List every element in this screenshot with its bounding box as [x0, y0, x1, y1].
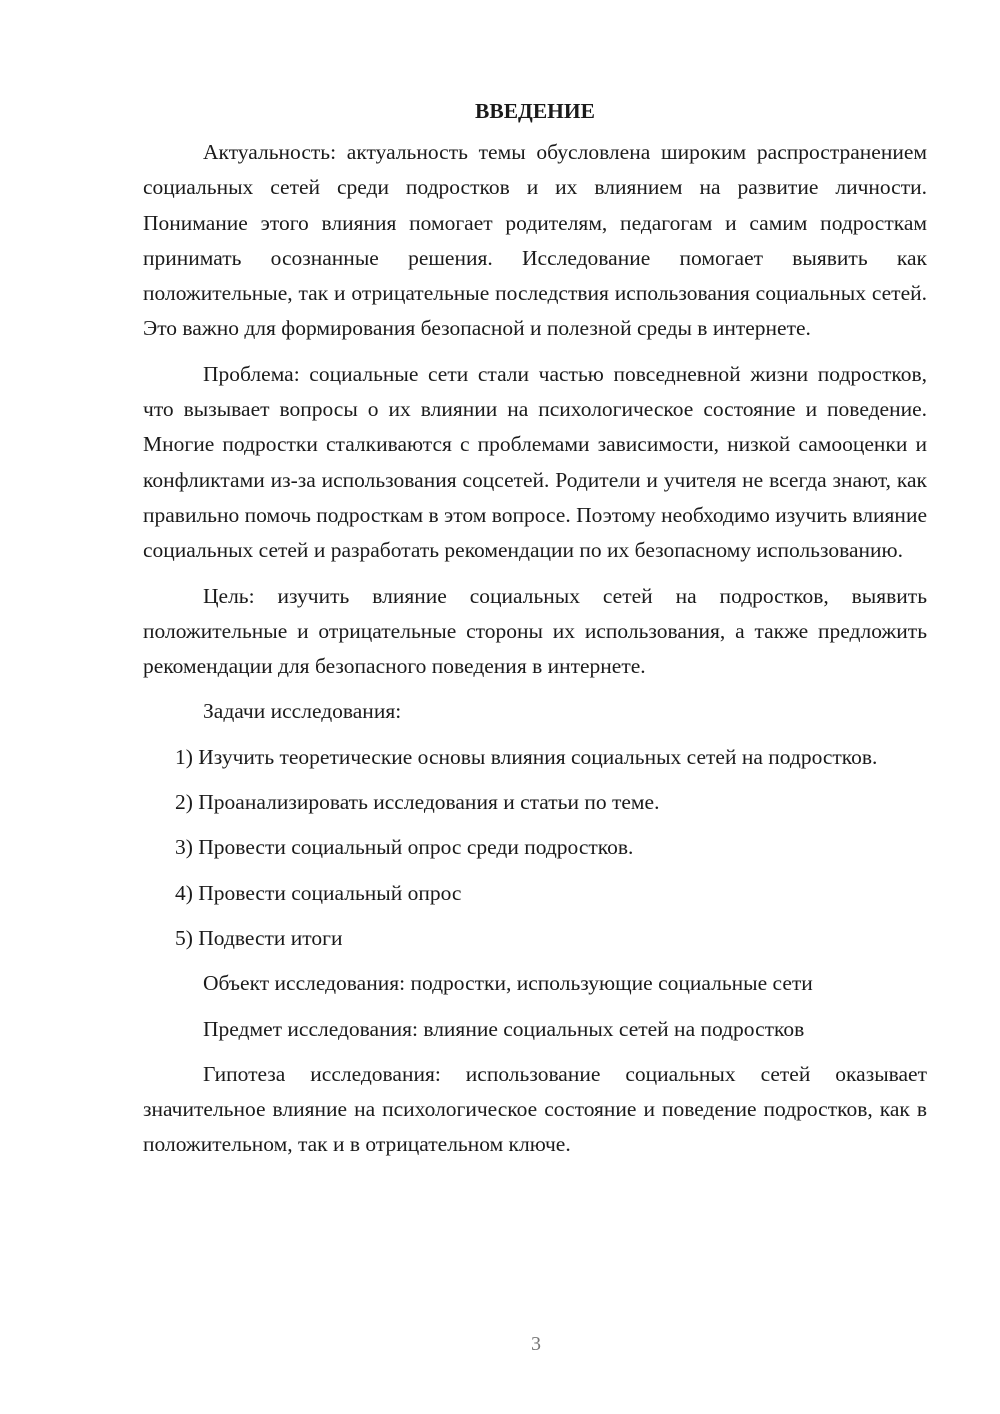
task-item-4: 4) Провести социальный опрос: [175, 880, 462, 905]
task-item-1: 1) Изучить теоретические основы влияния социальных сетей на подростков.: [175, 744, 878, 769]
subject-paragraph: Предмет исследования: влияние социальных сетей на подростков: [203, 1016, 805, 1041]
relevance-paragraph: Актуальность: актуальность темы обусловлена широким распространением социальных сетей среди подростков и их влиянием на развитие личности. Понимание этого влияния помогает родителям, педагогам и самим подросткам принимать осознанные решения. Исследование помогает выявить как положительные, так и отрицательные последствия использования социальных сетей. Это важно для формирования безопасной и полезной среды в интернете.: [143, 140, 927, 341]
page-number: 3: [531, 1333, 541, 1355]
page-content: [143, 94, 927, 1173]
goal-paragraph: Цель: изучить влияние социальных сетей на подростков, выявить положительные и отрицательные стороны их использования, а также предложить рекомендации для безопасного поведения в интернете.: [143, 583, 927, 679]
hypothesis-paragraph: Гипотеза исследования: использование социальных сетей оказывает значительное влияние на психологическое состояние и поведение подростков, как в положительном, так и в отрицательном ключе.: [143, 1061, 927, 1157]
task-item-5: 5) Подвести итоги: [175, 925, 343, 950]
task-item-2: 2) Проанализировать исследования и статьи по теме.: [175, 790, 660, 815]
tasks-heading: Задачи исследования:: [203, 699, 402, 724]
object-paragraph: Объект исследования: подростки, использующие социальные сети: [203, 971, 813, 996]
task-item-3: 3) Провести социальный опрос среди подростков.: [175, 835, 634, 860]
problem-paragraph: Проблема: социальные сети стали частью повседневной жизни подростков, что вызывает вопросы о их влиянии на психологическое состояние и поведение. Многие подростки сталкиваются с проблемами зависимости, низкой самооценки и конфликтами из-за использования соцсетей. Родители и учителя не всегда знают, как правильно помочь подросткам в этом вопросе. Поэтому необходимо изучить влияние социальных сетей и разработать рекомендации по их безопасному использованию.: [143, 361, 927, 563]
page-title: ВВЕДЕНИЕ: [475, 99, 595, 123]
